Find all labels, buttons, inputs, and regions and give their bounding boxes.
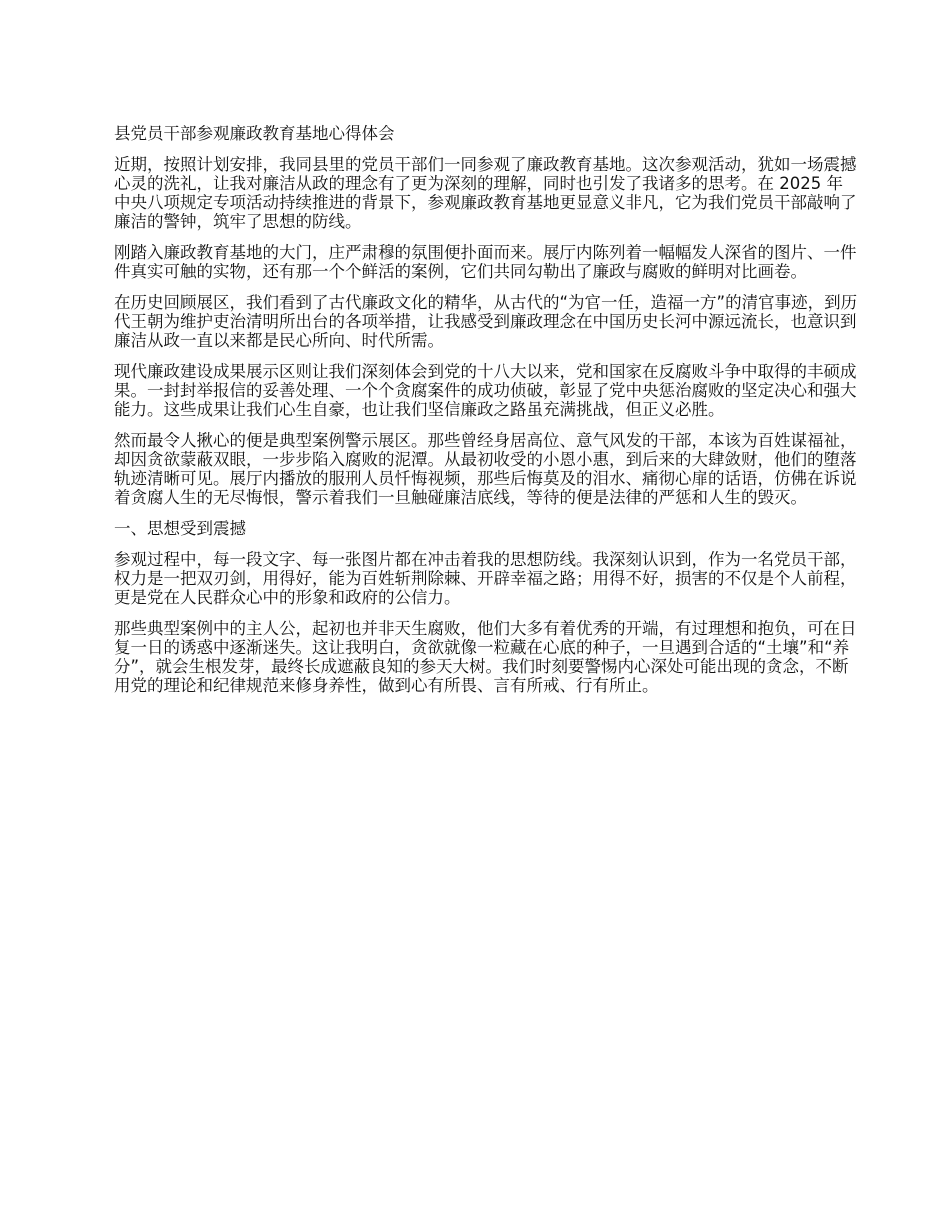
paragraph-case-exhibit: 然而最令人揪心的便是典型案例警示展区。那些曾经身居高位、意气风发的干部，本该为百姓谋福祉，却因贪欲蒙蔽双眼，一步步陷入腐败的泥潭。从最初收受的小恩小惠，到后来的大肆敛财，他们的堕落轨迹清晰可见。展厅内播放的服刑人员忏悔视频，那些后悔莫及的泪水、痛彻心扉的话语，仿佛在诉说着贪腐人生的无尽悔恨，警示着我们一旦触碰廉洁底线，等待的便是法律的严惩和人生的毁灭。	[114, 431, 857, 507]
paragraph-intro-2: 刚踏入廉政教育基地的大门，庄严肃穆的氛围便扑面而来。展厅内陈列着一幅幅发人深省的图片、一件件真实可触的实物，还有那一个个鲜活的案例，它们共同勾勒出了廉政与腐败的鲜明对比画卷。	[114, 243, 857, 281]
document-page	[114, 124, 858, 707]
paragraph-modern-exhibit: 现代廉政建设成果展示区则让我们深刻体会到党的十八大以来，党和国家在反腐败斗争中取得的丰硕成果。一封封举报信的妥善处理、一个个贪腐案件的成功侦破，彰显了党中央惩治腐败的坚定决心和强大能力。这些成果让我们心生自豪，也让我们坚信廉政之路虽充满挑战，但正义必胜。	[114, 362, 857, 419]
paragraph-section-1: 参观过程中，每一段文字、每一张图片都在冲击着我的思想防线。我深刻认识到，作为一名党员干部，权力是一把双刃剑，用得好，能为百姓斩荆除棘、开辟幸福之路；用得不好，损害的不仅是个人前程，更是党在人民群众心中的形象和政府的公信力。	[114, 550, 857, 607]
section-heading: 一、思想受到震撼	[114, 519, 246, 538]
paragraph-section-2: 那些典型案例中的主人公，起初也并非天生腐败，他们大多有着优秀的开端，有过理想和抱负，可在日复一日的诱惑中逐渐迷失。这让我明白，贪欲就像一粒藏在心底的种子，一旦遇到合适的“土壤”和“养分”，就会生根发芽，最终长成遮蔽良知的参天大树。我们时刻要警惕内心深处可能出现的贪念，不断用党的理论和纪律规范来修身养性，做到心有所畏、言有所戒、行有所止。	[114, 619, 857, 695]
paragraph-intro-1: 近期，按照计划安排，我同县里的党员干部们一同参观了廉政教育基地。这次参观活动，犹如一场震撼心灵的洗礼，让我对廉洁从政的理念有了更为深刻的理解，同时也引发了我诸多的思考。在 2025 年中央八项规定专项活动持续推进的背景下，参观廉政教育基地更显意义非凡，它为我们党员干部敲响了廉洁的警钟，筑牢了思想的防线。	[114, 155, 857, 231]
document-title: 县党员干部参观廉政教育基地心得体会	[114, 124, 395, 143]
paragraph-history-exhibit: 在历史回顾展区，我们看到了古代廉政文化的精华，从古代的“为官一任，造福一方”的清官事迹，到历代王朝为维护吏治清明所出台的各项举措，让我感受到廉政理念在中国历史长河中源远流长，也意识到廉洁从政一直以来都是民心所向、时代所需。	[114, 293, 858, 350]
